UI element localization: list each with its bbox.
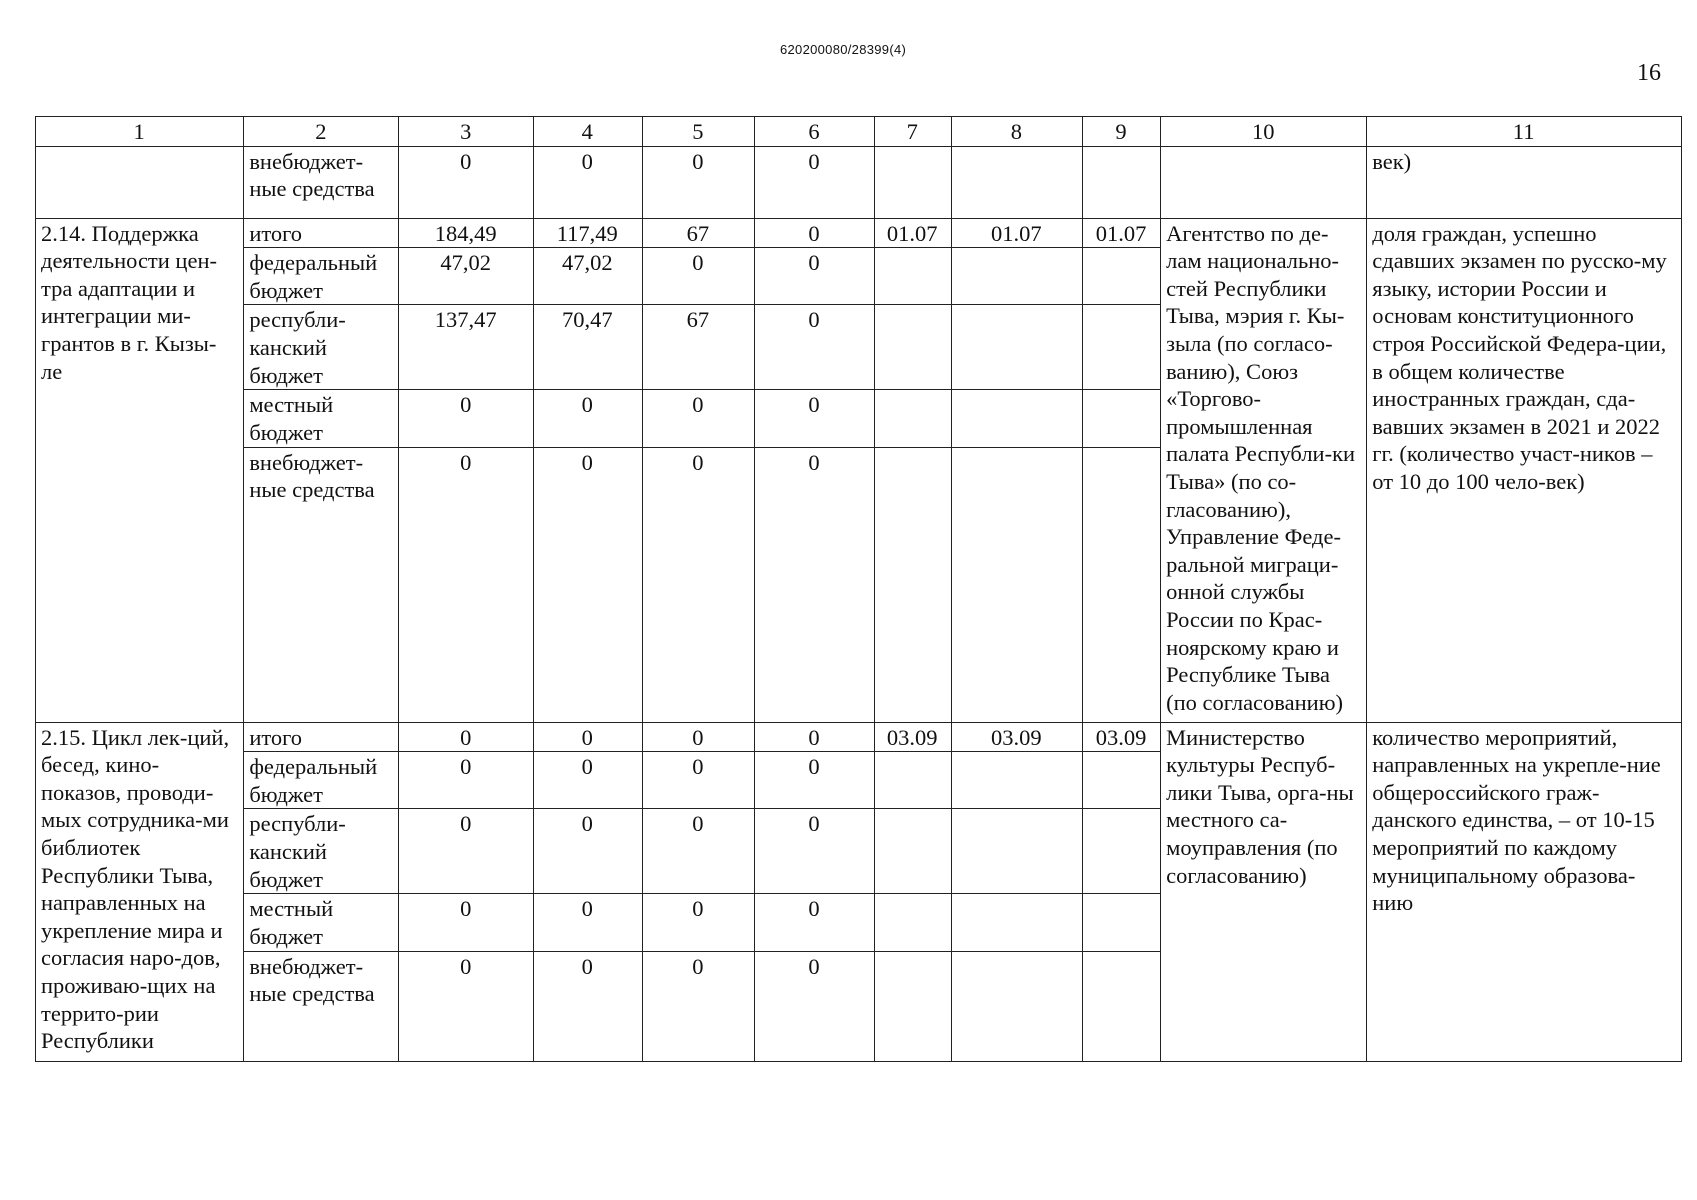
amount-cell: 0: [399, 722, 534, 752]
amount-cell: 0: [642, 447, 755, 722]
amount-cell: 0: [399, 752, 534, 809]
table-cell: [1083, 752, 1161, 809]
executor-cell: Министерство культуры Респуб-лики Тыва, орга-ны местного са-моуправления (по согласованию): [1161, 722, 1367, 1061]
amount-cell: 0: [755, 248, 874, 305]
funding-source: внебюджет-ные средства: [244, 146, 399, 218]
amount-cell: 0: [642, 951, 755, 1061]
header-cell: 9: [1083, 117, 1161, 147]
table-row: [36, 218, 1682, 248]
amount-cell: 0: [534, 722, 643, 752]
header-cell: 5: [642, 117, 755, 147]
table-cell: [874, 447, 951, 722]
amount-cell: 0: [755, 894, 874, 951]
table-cell: [1083, 390, 1161, 447]
header-cell: 10: [1161, 117, 1367, 147]
amount-cell: 0: [755, 951, 874, 1061]
funding-source: местный бюджет: [244, 390, 399, 447]
table-cell: [951, 752, 1082, 809]
amount-cell: 0: [534, 752, 643, 809]
table-cell: [874, 894, 951, 951]
amount-cell: 47,02: [399, 248, 534, 305]
amount-cell: 0: [755, 809, 874, 894]
table-cell: [951, 248, 1082, 305]
header-cell: 1: [36, 117, 244, 147]
funding-source: внебюджет-ные средства: [244, 447, 399, 722]
amount-cell: 70,47: [534, 305, 643, 390]
amount-cell: 0: [642, 722, 755, 752]
page-number: 16: [1637, 60, 1661, 86]
table-cell: [36, 146, 244, 218]
amount-cell: 0: [534, 951, 643, 1061]
amount-cell: 67: [642, 305, 755, 390]
amount-cell: 0: [755, 390, 874, 447]
document-id: 620200080/28399(4): [780, 42, 907, 57]
table-cell: [1083, 305, 1161, 390]
amount-cell: 0: [399, 390, 534, 447]
table-cell: [951, 951, 1082, 1061]
amount-cell: 0: [755, 146, 874, 218]
amount-cell: 0: [399, 894, 534, 951]
table-cell: [874, 390, 951, 447]
amount-cell: 0: [642, 248, 755, 305]
amount-cell: 0: [642, 809, 755, 894]
funding-source: итого: [244, 722, 399, 752]
table-cell: [951, 146, 1082, 218]
table-cell: [874, 248, 951, 305]
header-cell: 4: [534, 117, 643, 147]
amount-cell: 0: [642, 390, 755, 447]
amount-cell: 0: [534, 146, 643, 218]
header-cell: 8: [951, 117, 1082, 147]
table-cell: [1083, 809, 1161, 894]
funding-source: внебюджет-ные средства: [244, 951, 399, 1061]
amount-cell: 0: [755, 722, 874, 752]
funding-source: федеральный бюджет: [244, 752, 399, 809]
table-cell: [1083, 951, 1161, 1061]
executor-cell: Агентство по де-лам национально-стей Республики Тыва, мэрия г. Кы-зыла (по согласо-ванию), Союз «Торгово-промышленная палата Республи-ки Тыва» (по со-гласованию), Управление Феде-ральной миграци-онной службы России по Крас-ноярскому краю и Республике Тыва (по согласованию): [1161, 218, 1367, 722]
amount-cell: 0: [534, 447, 643, 722]
amount-cell: 0: [399, 951, 534, 1061]
continuation-row: [36, 146, 1682, 218]
table-cell: [951, 809, 1082, 894]
amount-cell: 0: [755, 752, 874, 809]
header-cell: 6: [755, 117, 874, 147]
table-cell: [874, 146, 951, 218]
table-cell: [874, 951, 951, 1061]
funding-source: республи-канский бюджет: [244, 305, 399, 390]
table-cell: [951, 447, 1082, 722]
table-cell: [874, 752, 951, 809]
amount-cell: 0: [399, 447, 534, 722]
table-row: [36, 722, 1682, 752]
amount-cell: 137,47: [399, 305, 534, 390]
funding-source: итого: [244, 218, 399, 248]
table-cell: [874, 305, 951, 390]
header-row: [36, 117, 1682, 147]
indicator-cell: век): [1367, 146, 1682, 218]
date-cell: 01.07: [874, 218, 951, 248]
amount-cell: 0: [755, 447, 874, 722]
header-cell: 2: [244, 117, 399, 147]
measure-name: 2.14. Поддержка деятельности цен-тра адаптации и интеграции ми-грантов в г. Кызы-ле: [36, 218, 244, 722]
header-cell: 3: [399, 117, 534, 147]
amount-cell: 67: [642, 218, 755, 248]
amount-cell: 0: [534, 894, 643, 951]
amount-cell: 184,49: [399, 218, 534, 248]
table-cell: [951, 390, 1082, 447]
table-cell: [1083, 447, 1161, 722]
header-cell: 7: [874, 117, 951, 147]
date-cell: 01.07: [951, 218, 1082, 248]
header-cell: 11: [1367, 117, 1682, 147]
table-cell: [874, 809, 951, 894]
table-cell: [951, 894, 1082, 951]
date-cell: 03.09: [1083, 722, 1161, 752]
date-cell: 03.09: [874, 722, 951, 752]
table-cell: [1161, 146, 1367, 218]
amount-cell: 0: [642, 146, 755, 218]
amount-cell: 0: [399, 146, 534, 218]
funding-source: местный бюджет: [244, 894, 399, 951]
measure-name: 2.15. Цикл лек-ций, бесед, кино-показов, проводи-мых сотрудника-ми библиотек Республики Тыва, направленных на укрепление мира и согласия наро-дов, проживаю-щих на террито-рии Республики: [36, 722, 244, 1061]
amount-cell: 0: [534, 809, 643, 894]
funding-source: республи-канский бюджет: [244, 809, 399, 894]
amount-cell: 0: [534, 390, 643, 447]
table-cell: [1083, 146, 1161, 218]
date-cell: 03.09: [951, 722, 1082, 752]
amount-cell: 47,02: [534, 248, 643, 305]
amount-cell: 117,49: [534, 218, 643, 248]
program-table: [35, 116, 1682, 1062]
amount-cell: 0: [399, 809, 534, 894]
amount-cell: 0: [642, 894, 755, 951]
indicator-cell: количество мероприятий, направленных на укрепле-ние общероссийского граж-данского единства, – от 10-15 мероприятий по каждому муниципальному образова-нию: [1367, 722, 1682, 1061]
indicator-cell: доля граждан, успешно сдавших экзамен по русско-му языку, истории России и основам конституционного строя Российской Федера-ции, в общем количестве иностранных граждан, сда-вавших экзамен в 2021 и 2022 гг. (количество участ-ников – от 10 до 100 чело-век): [1367, 218, 1682, 722]
date-cell: 01.07: [1083, 218, 1161, 248]
table-cell: [1083, 894, 1161, 951]
table-cell: [951, 305, 1082, 390]
amount-cell: 0: [642, 752, 755, 809]
funding-source: федеральный бюджет: [244, 248, 399, 305]
amount-cell: 0: [755, 218, 874, 248]
table-cell: [1083, 248, 1161, 305]
amount-cell: 0: [755, 305, 874, 390]
